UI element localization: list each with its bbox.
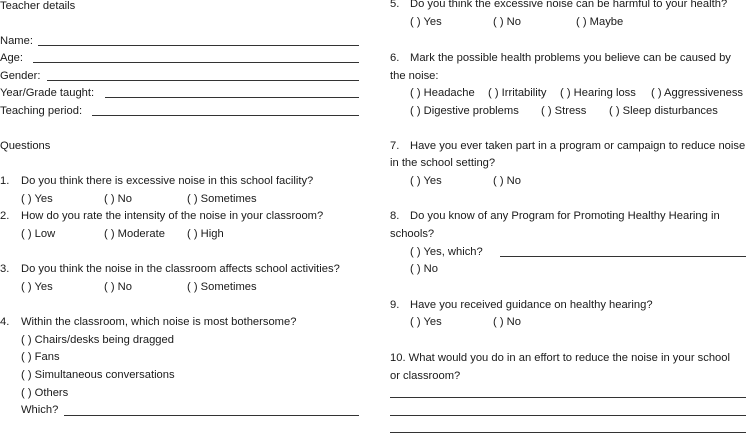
- q4-option-conversations[interactable]: ( ) Simultaneous conversations: [21, 369, 175, 381]
- gender-field[interactable]: [47, 80, 359, 81]
- q5-option-no[interactable]: ( ) No: [493, 16, 521, 28]
- q7-number: 7.: [390, 140, 400, 152]
- q6-option-aggressiveness[interactable]: ( ) Aggressiveness: [651, 87, 744, 99]
- q10-text-line1: [390, 351, 730, 365]
- q2-option-high[interactable]: ( ) High: [187, 228, 224, 240]
- teaching-period-label: Teaching period:: [0, 105, 83, 117]
- q10-answer-line-1[interactable]: [390, 397, 746, 398]
- age-label: Age:: [0, 52, 24, 64]
- q3-option-sometimes[interactable]: ( ) Sometimes: [187, 281, 257, 293]
- q3-option-no[interactable]: ( ) No: [104, 281, 132, 293]
- year-grade-field[interactable]: [105, 97, 359, 98]
- q6-option-sleep[interactable]: ( ) Sleep disturbances: [609, 105, 718, 117]
- q8-number: 8.: [390, 210, 400, 222]
- questions-heading: Questions: [0, 140, 51, 152]
- q7-option-yes[interactable]: ( ) Yes: [410, 175, 442, 187]
- teaching-period-field[interactable]: [92, 115, 359, 116]
- q2-option-low[interactable]: ( ) Low: [21, 228, 56, 240]
- q9-number: 9.: [390, 299, 400, 311]
- q2-option-moderate[interactable]: ( ) Moderate: [104, 228, 165, 240]
- q1-number: 1.: [0, 175, 10, 187]
- q6-text-line1: Mark the possible health problems you believe can be caused by: [410, 52, 731, 64]
- q10-answer-line-3[interactable]: [390, 432, 746, 433]
- q5-number: 5.: [390, 0, 400, 10]
- q9-text: Have you received guidance on healthy hearing?: [410, 299, 653, 311]
- gender-label: Gender:: [0, 70, 41, 82]
- name-label: Name:: [0, 35, 33, 47]
- q2-number: 2.: [0, 210, 10, 222]
- q7-text-line1: Have you ever taken part in a program or campaign to reduce noise: [410, 140, 746, 152]
- q1-option-no[interactable]: ( ) No: [104, 193, 132, 205]
- q1-text: Do you think there is excessive noise in this school facility?: [21, 175, 314, 187]
- q3-number: 3.: [0, 263, 10, 275]
- q4-option-others[interactable]: ( ) Others: [21, 387, 69, 399]
- q4-which-field[interactable]: [64, 415, 359, 416]
- q8-which-field[interactable]: [500, 256, 746, 257]
- teacher-details-heading: Teacher details: [0, 0, 76, 12]
- q10-text-line2: or classroom?: [390, 370, 461, 382]
- q6-option-irritability[interactable]: ( ) Irritability: [488, 87, 547, 99]
- name-field[interactable]: [38, 45, 359, 46]
- q4-option-fans[interactable]: ( ) Fans: [21, 351, 60, 363]
- q10-answer-line-2[interactable]: [390, 415, 746, 416]
- q8-text-line2: schools?: [390, 228, 435, 240]
- q2-text: How do you rate the intensity of the noise in your classroom?: [21, 210, 324, 222]
- q5-text: Do you think the excessive noise can be harmful to your health?: [410, 0, 728, 10]
- q10-number: 10.: [390, 352, 406, 364]
- q7-text-line2: in the school setting?: [390, 157, 496, 169]
- q4-option-chairs[interactable]: ( ) Chairs/desks being dragged: [21, 334, 174, 346]
- q1-option-sometimes[interactable]: ( ) Sometimes: [187, 193, 257, 205]
- q8-text-line1: Do you know of any Program for Promoting Healthy Hearing in: [410, 210, 720, 222]
- q5-option-maybe[interactable]: ( ) Maybe: [576, 16, 624, 28]
- q4-which-label: Which?: [21, 404, 59, 416]
- age-field[interactable]: [33, 62, 359, 63]
- q3-text: Do you think the noise in the classroom affects school activities?: [21, 263, 340, 275]
- q7-option-no[interactable]: ( ) No: [493, 175, 521, 187]
- q6-text-line2: the noise:: [390, 70, 439, 82]
- q6-option-hearing-loss[interactable]: ( ) Hearing loss: [560, 87, 636, 99]
- year-grade-label: Year/Grade taught:: [0, 87, 95, 99]
- q6-option-digestive[interactable]: ( ) Digestive problems: [410, 105, 519, 117]
- q4-text: Within the classroom, which noise is most bothersome?: [21, 316, 297, 328]
- q5-option-yes[interactable]: ( ) Yes: [410, 16, 442, 28]
- q8-option-no[interactable]: ( ) No: [410, 263, 438, 275]
- q10-text: What would you do in an effort to reduce the noise in your school: [408, 352, 730, 364]
- q6-option-headache[interactable]: ( ) Headache: [410, 87, 475, 99]
- q9-option-yes[interactable]: ( ) Yes: [410, 316, 442, 328]
- q3-option-yes[interactable]: ( ) Yes: [21, 281, 53, 293]
- q4-number: 4.: [0, 316, 10, 328]
- q1-option-yes[interactable]: ( ) Yes: [21, 193, 53, 205]
- q8-option-yes-which[interactable]: ( ) Yes, which?: [410, 246, 483, 258]
- q6-number: 6.: [390, 52, 400, 64]
- q9-option-no[interactable]: ( ) No: [493, 316, 521, 328]
- q6-option-stress[interactable]: ( ) Stress: [541, 105, 587, 117]
